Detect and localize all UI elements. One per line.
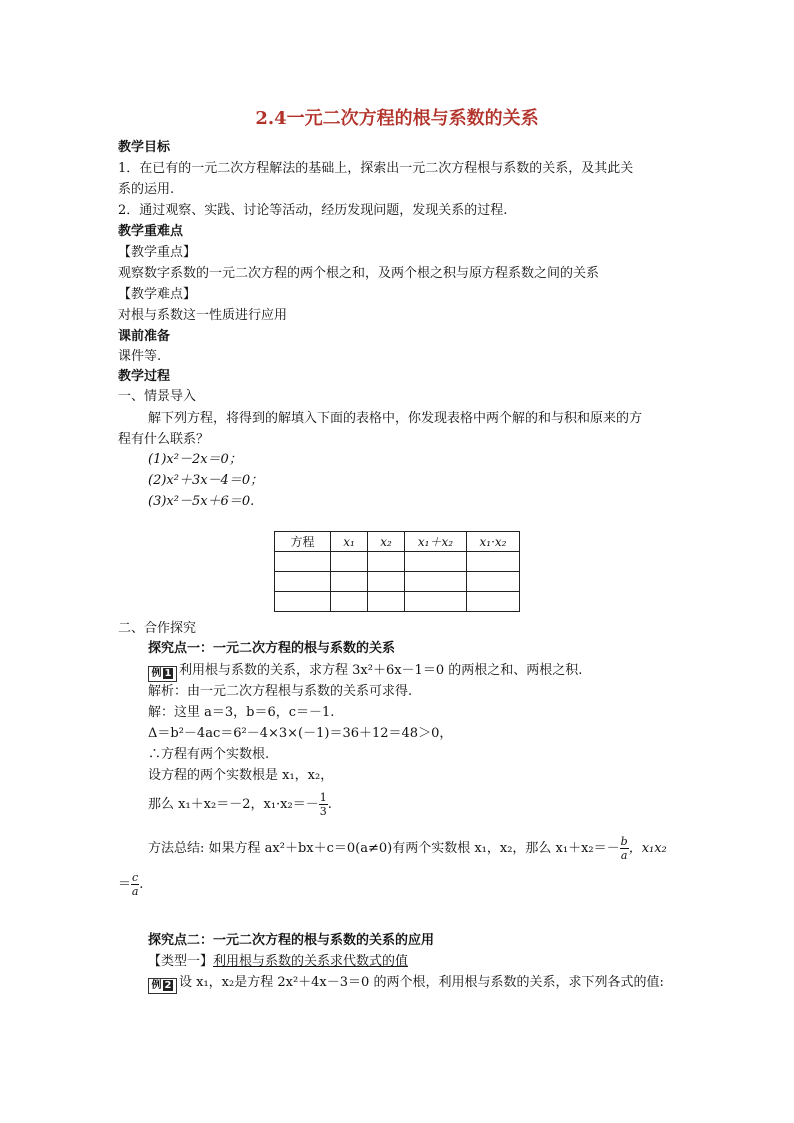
key-text: 观察数字系数的一元二次方程的两个根之和，及两个根之积与原方程系数之间的关系 <box>118 266 600 281</box>
table-cell <box>368 552 405 572</box>
method-summary-line2: ＝ $\frac{c}{a}$ . <box>118 871 144 898</box>
heading-prep: 课前准备 <box>118 329 171 344</box>
table-cell <box>405 592 467 612</box>
table-cell <box>467 552 520 572</box>
key-label: 【教学重点】 <box>118 245 197 260</box>
table-header-cell: x₁ <box>331 532 368 552</box>
page-title: 2.4一元二次方程的根与系数的关系 <box>255 108 539 129</box>
table-cell <box>467 592 520 612</box>
solution-line1: 解：这里 a＝3，b＝6，c＝－1. <box>148 705 335 720</box>
difficult-text: 对根与系数这一性质进行应用 <box>118 308 288 323</box>
goal1-line2: 系的运用. <box>118 182 175 197</box>
table-cell <box>405 572 467 592</box>
heading-key-difficult: 教学重难点 <box>118 224 184 239</box>
explore1-heading: 探究点一：一元二次方程的根与系数的关系 <box>148 641 396 656</box>
example-badge: 例 1 <box>148 666 177 682</box>
table-cell <box>405 552 467 572</box>
equation-1: (1)x²－2x＝0； <box>148 452 242 467</box>
heading-process: 教学过程 <box>118 369 171 384</box>
solution-line5: 那么 x₁＋x₂＝－2，x₁·x₂＝－ $\frac{1}{3}$ . <box>148 791 332 818</box>
table-header-row <box>275 532 520 552</box>
fraction: $\frac{c}{a}$ <box>131 871 139 898</box>
fraction: $\frac{b}{a}$ <box>620 835 628 862</box>
table-row <box>275 552 520 572</box>
table-header-cell: x₂ <box>368 532 405 552</box>
type1-text: 利用根与系数的关系求代数式的值 <box>213 954 409 969</box>
example1-text: 利用根与系数的关系，求方程 3x²＋6x－1＝0 的两根之和、两根之积. <box>179 663 583 678</box>
table-cell <box>467 572 520 592</box>
equation-3: (3)x²－5x＋6＝0. <box>148 494 255 509</box>
method-summary-line1: 方法总结: 如果方程 ax²＋bx＋c＝0(a≠0)有两个实数根 x₁，x₂，那么 x₁＋x₂＝－ $\frac{b}{a}$ ，x₁x₂ <box>148 835 667 862</box>
solutions-table <box>274 531 520 612</box>
difficult-label: 【教学难点】 <box>118 287 197 302</box>
goal2: 2．通过观察、实践、讨论等活动，经历发现问题，发现关系的过程. <box>118 203 508 218</box>
table-cell <box>331 552 368 572</box>
table-cell <box>275 572 331 592</box>
part2-heading: 二、合作探究 <box>118 621 197 636</box>
solution-line3: ∴方程有两个实数根. <box>148 747 270 762</box>
solution-line4: 设方程的两个实数根是 x₁，x₂， <box>148 768 334 783</box>
analysis: 解析：由一元二次方程根与系数的关系可求得. <box>148 684 413 699</box>
explore2-heading: 探究点二：一元二次方程的根与系数的关系的应用 <box>148 933 435 948</box>
table-cell <box>331 572 368 592</box>
table-row <box>275 572 520 592</box>
table-header-cell: x₁·x₂ <box>467 532 520 552</box>
part1-heading: 一、情景导入 <box>118 389 197 404</box>
type1-label: 【类型一】 <box>148 954 214 969</box>
table-header-cell: 方程 <box>275 532 331 552</box>
table-header-cell: x₁＋x₂ <box>405 532 467 552</box>
fraction: $\frac{1}{3}$ <box>319 791 327 818</box>
solution-line2: Δ＝b²－4ac＝6²－4×3×(－1)＝36＋12＝48＞0， <box>148 726 453 741</box>
type1 <box>148 952 408 972</box>
example2-text: 设 x₁，x₂是方程 2x²＋4x－3＝0 的两个根，利用根与系数的关系，求下列各式的值: <box>179 975 664 990</box>
heading-teaching-goals: 教学目标 <box>118 140 171 155</box>
equation-2: (2)x²＋3x－4＝0； <box>148 473 264 488</box>
intro-line2: 程有什么联系？ <box>118 432 210 447</box>
example1 <box>148 661 582 682</box>
intro-line1: 解下列方程，将得到的解填入下面的表格中，你发现表格中两个解的和与积和原来的方 <box>148 411 643 426</box>
prep-text: 课件等. <box>118 349 162 364</box>
table-cell <box>275 552 331 572</box>
goal1-line1: 1．在已有的一元二次方程解法的基础上，探索出一元二次方程根与系数的关系，及其此关 <box>118 161 634 176</box>
table-cell <box>275 592 331 612</box>
table-cell <box>331 592 368 612</box>
table-row <box>275 592 520 612</box>
example2 <box>148 973 664 994</box>
table-cell <box>368 572 405 592</box>
table-cell <box>368 592 405 612</box>
example-badge: 例 2 <box>148 978 177 994</box>
